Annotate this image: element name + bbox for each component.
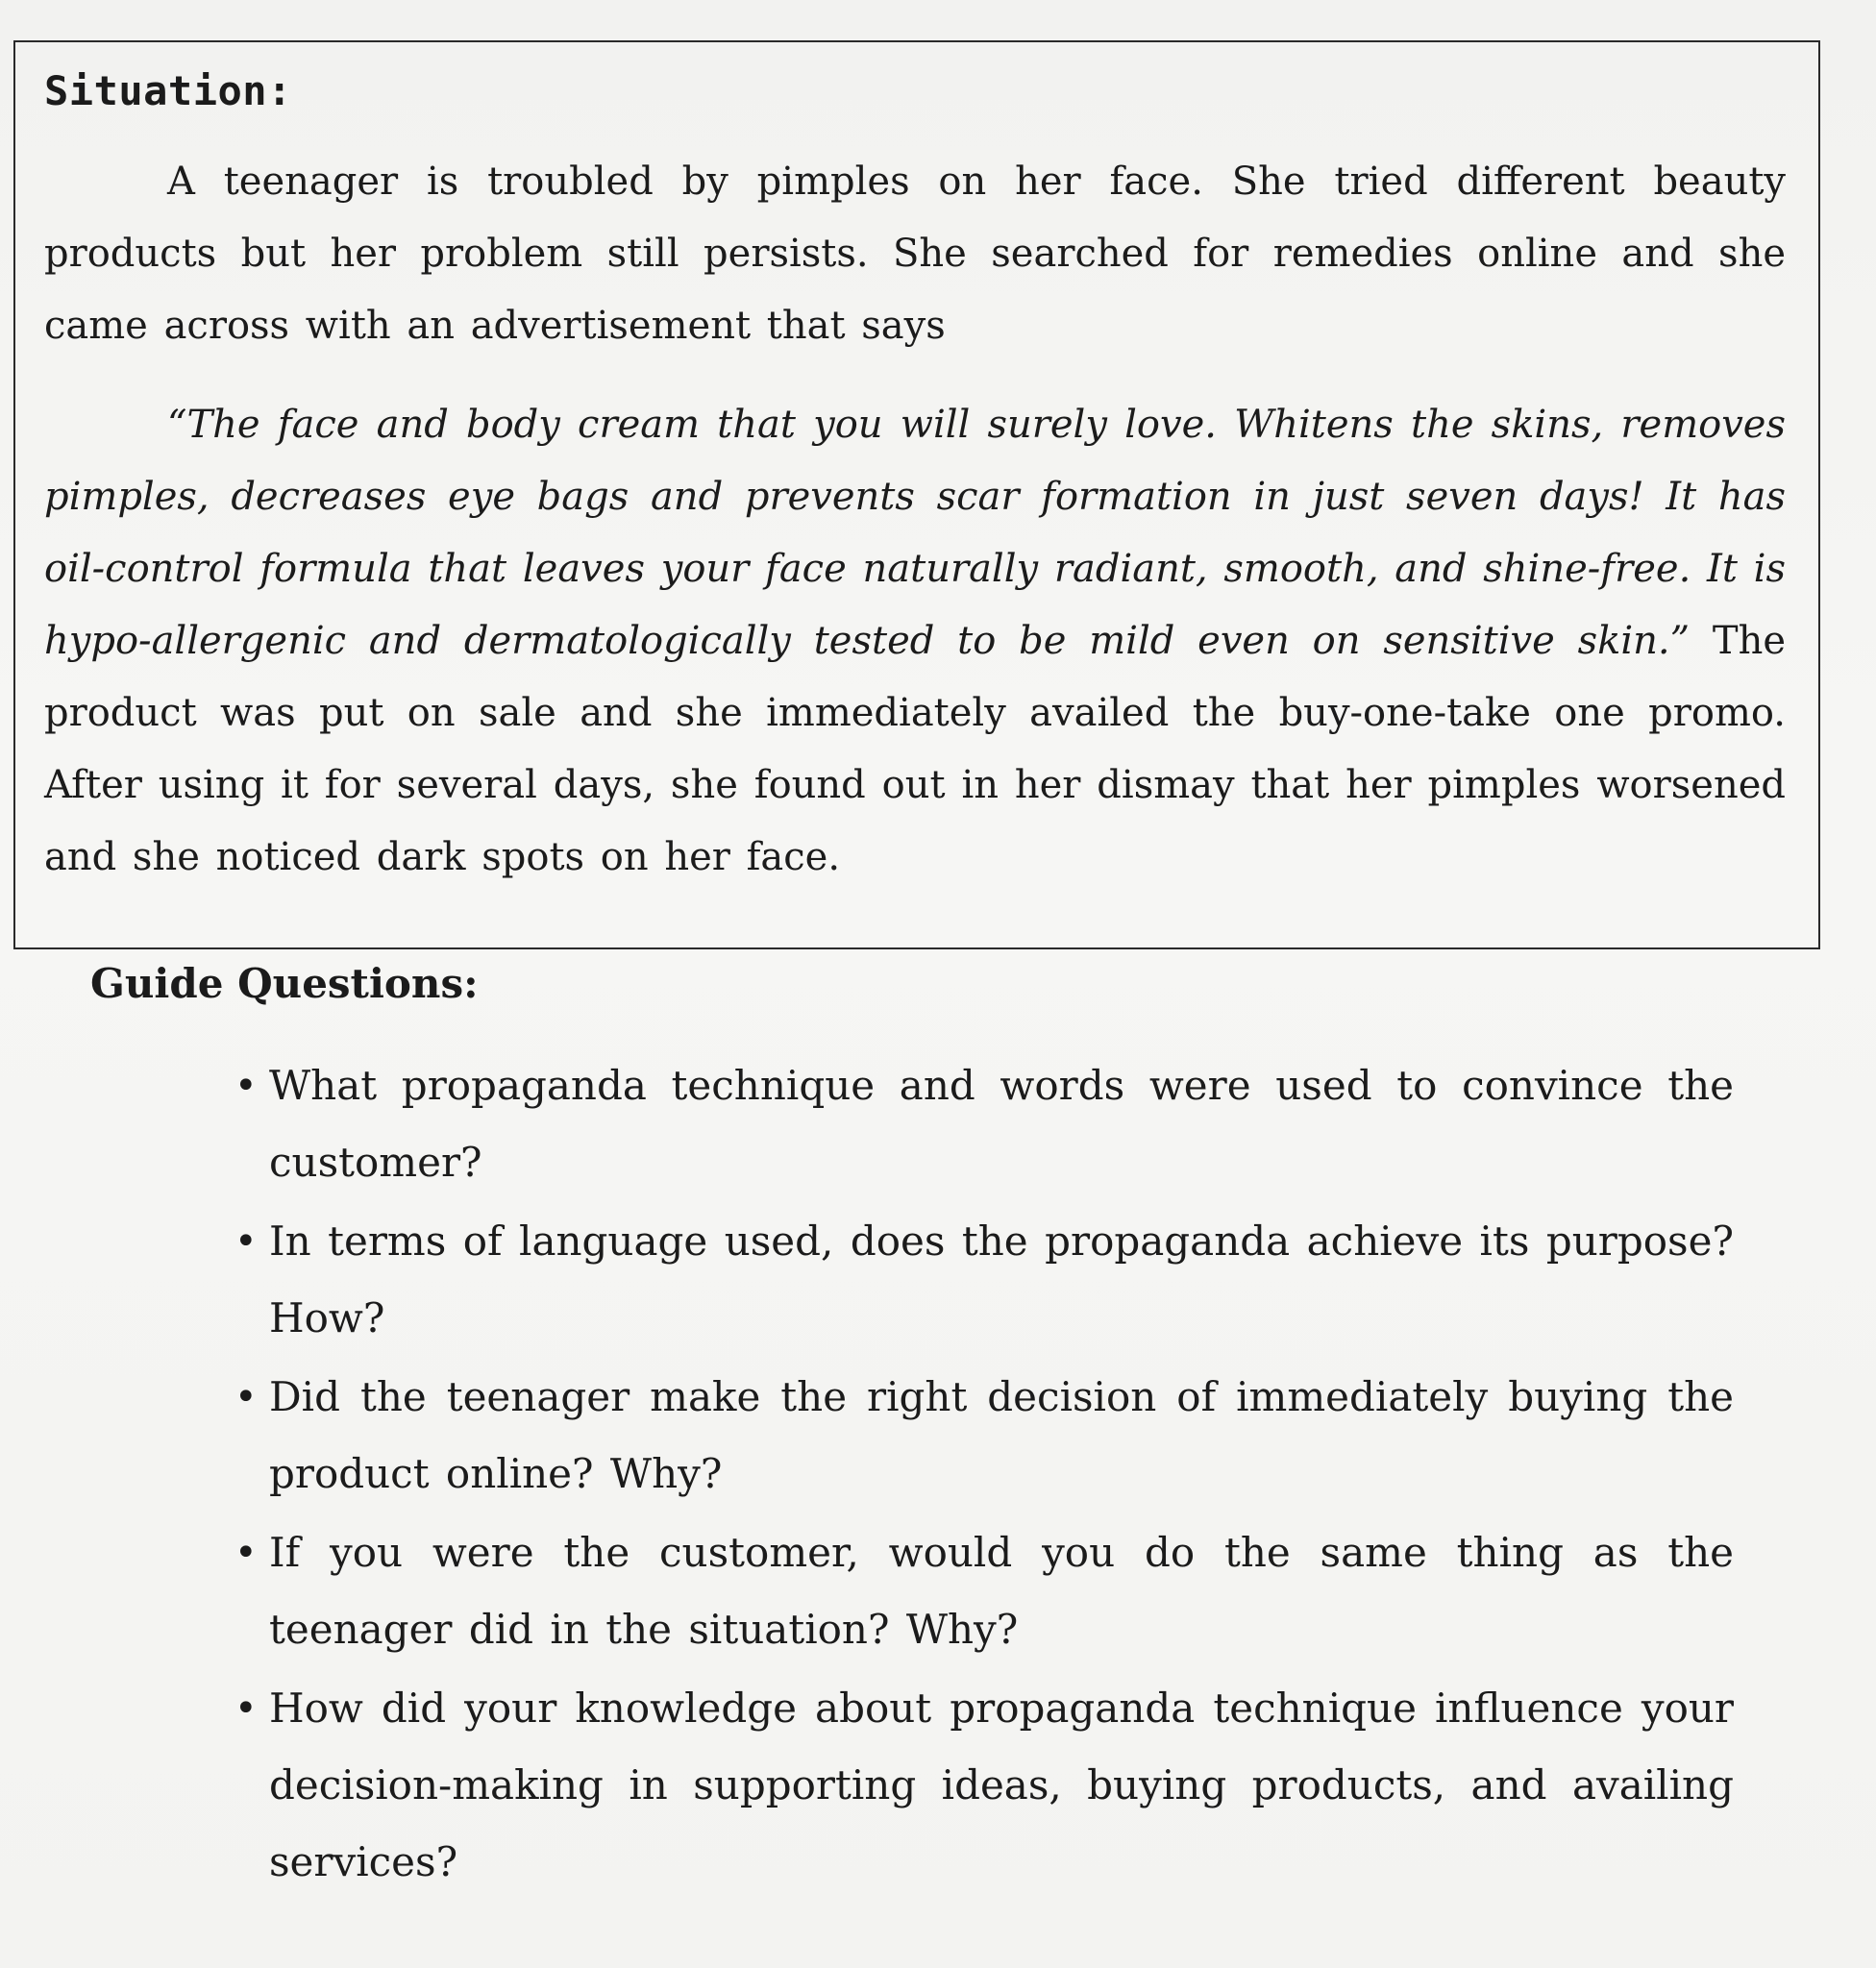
bullet-icon: • [234,1686,258,1731]
guide-question-5 [234,1670,1734,1901]
situation-intro-paragraph: A teenager is troubled by pimples on her face. She tried different beauty products but her problem still persists. She searched for remedies online and she came across with an advertisement that says [44,160,1786,348]
situation-continuation: The product was put on sale and she immediately availed the buy-one-take one promo. After using it for several days, she found out in her dismay that her pimples worsened and she noticed dark spots on her face. [44,619,1787,879]
bullet-icon: • [234,1531,258,1575]
guide-question-text: If you were the customer, would you do the same thing as the teenager did in the situation? Why? [269,1529,1734,1653]
bullet-icon: • [234,1064,258,1108]
situation-box [13,40,1820,949]
guide-question-4 [234,1514,1734,1668]
guide-questions-list [234,1047,1734,1903]
bullet-icon: • [234,1375,258,1419]
guide-questions-heading: Guide Questions: [90,960,479,1007]
advertisement-paragraph [44,389,1786,894]
guide-question-3 [234,1359,1734,1513]
guide-question-text: What propaganda technique and words were used to convince the customer? [269,1062,1734,1186]
guide-question-text: Did the teenager make the right decision of immediately buying the product online? Why? [269,1373,1734,1497]
advertisement-quote: “The face and body cream that you will surely love. Whitens the skins, removes pimples, decreases eye bags and prevents scar formation in just seven days! It has oil-control formula that leaves your face naturally radiant, smooth, and shine-free. It is hypo-allergenic and dermatologically tested to be mild even on sensitive skin.” [44,403,1786,663]
guide-question-1 [234,1047,1734,1201]
guide-question-text: How did your knowledge about propaganda technique influence your decision-making in supporting ideas, buying products, and availing services? [269,1685,1734,1885]
situation-heading: Situation: [44,67,292,114]
guide-question-text: In terms of language used, does the propaganda achieve its purpose? How? [269,1218,1734,1341]
bullet-icon: • [234,1219,258,1264]
guide-question-2 [234,1203,1734,1357]
